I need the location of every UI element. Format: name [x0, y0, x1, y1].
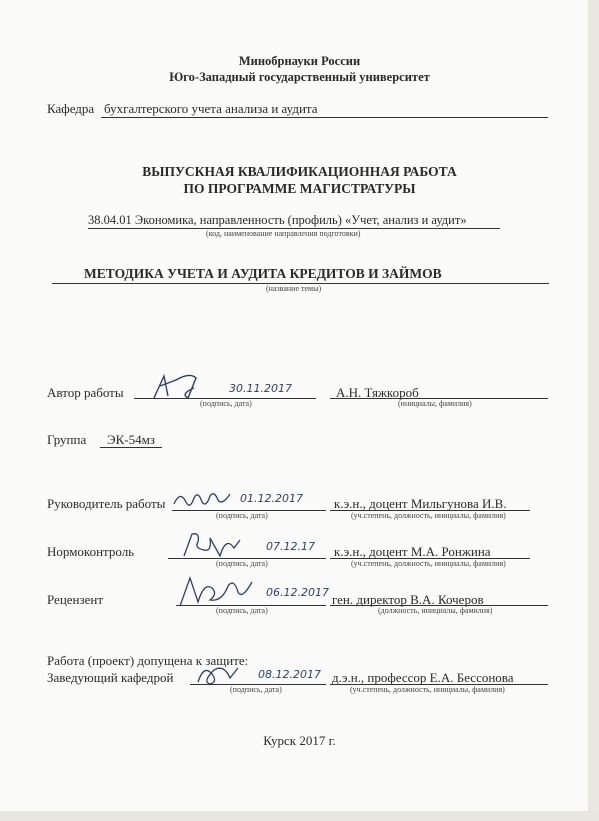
city-year: Курск 2017 г.: [263, 733, 336, 748]
department-value: бухгалтерского учета анализа и аудита: [104, 101, 318, 116]
admission-text: Работа (проект) допущена к защите:: [47, 653, 249, 668]
supervisor-name: к.э.н., доцент Мильгунова И.В.: [334, 496, 507, 511]
work-type-line2: ПО ПРОГРАММЕ МАГИСТРАТУРЫ: [183, 181, 416, 196]
supervisor-name-caption: (уч.степень, должность, инициалы, фамилия): [351, 511, 506, 520]
head-name-caption: (уч.степень, должность, инициалы, фамилия): [350, 685, 505, 694]
head-sign-caption: (подпись, дата): [230, 685, 282, 694]
scan-edge-bottom: [0, 811, 599, 821]
normcontrol-signature: [180, 528, 250, 562]
reviewer-name: ген. директор В.А. Кочеров: [332, 592, 484, 607]
author-date: 30.11.2017: [229, 382, 292, 395]
supervisor-sign-caption: (подпись, дата): [216, 511, 268, 520]
department-label: Кафедра: [47, 101, 95, 116]
reviewer-sign-caption: (подпись, дата): [216, 606, 268, 615]
normcontrol-sign-caption: (подпись, дата): [216, 559, 268, 568]
author-name: А.Н. Тяжкороб: [336, 385, 419, 400]
topic-caption: (название темы): [266, 284, 322, 293]
group-value: ЭК-54мз: [107, 432, 155, 447]
ministry-name: Минобрнауки России: [238, 54, 361, 68]
university-name: Юго-Западный государственный университет: [169, 70, 430, 84]
admission-head-label: Заведующий кафедрой: [47, 670, 174, 685]
reviewer-name-caption: (должность, инициалы, фамилия): [378, 606, 493, 615]
normcontrol-label: Нормоконтроль: [47, 544, 135, 559]
normcontrol-name-caption: (уч.степень, должность, инициалы, фамилия): [351, 559, 506, 568]
author-sign-caption: (подпись, дата): [200, 399, 252, 408]
normcontrol-name: к.э.н., доцент М.А. Ронжина: [334, 544, 491, 559]
author-name-caption: (инициалы, фамилия): [398, 399, 472, 408]
supervisor-label: Руководитель работы: [47, 496, 166, 511]
head-date: 08.12.2017: [258, 668, 321, 681]
topic-value: МЕТОДИКА УЧЕТА И АУДИТА КРЕДИТОВ И ЗАЙМОВ: [84, 266, 442, 281]
department-underline: [101, 117, 548, 118]
supervisor-date: 01.12.2017: [240, 492, 303, 505]
work-type-line1: ВЫПУСКНАЯ КВАЛИФИКАЦИОННАЯ РАБОТА: [142, 164, 457, 179]
normcontrol-date: 07.12.17: [266, 540, 315, 553]
group-underline: [100, 447, 162, 448]
head-name: д.э.н., профессор Е.А. Бессонова: [332, 670, 514, 685]
author-label: Автор работы: [47, 385, 124, 400]
group-label: Группа: [47, 432, 87, 447]
direction-value: 38.04.01 Экономика, направленность (профиль) «Учет, анализ и аудит»: [88, 213, 467, 227]
author-signature: [150, 368, 210, 402]
reviewer-date: 06.12.2017: [266, 586, 329, 599]
reviewer-label: Рецензент: [47, 592, 104, 607]
scan-edge-right: [588, 0, 599, 821]
direction-caption: (код, наименование направления подготовки): [206, 229, 361, 238]
